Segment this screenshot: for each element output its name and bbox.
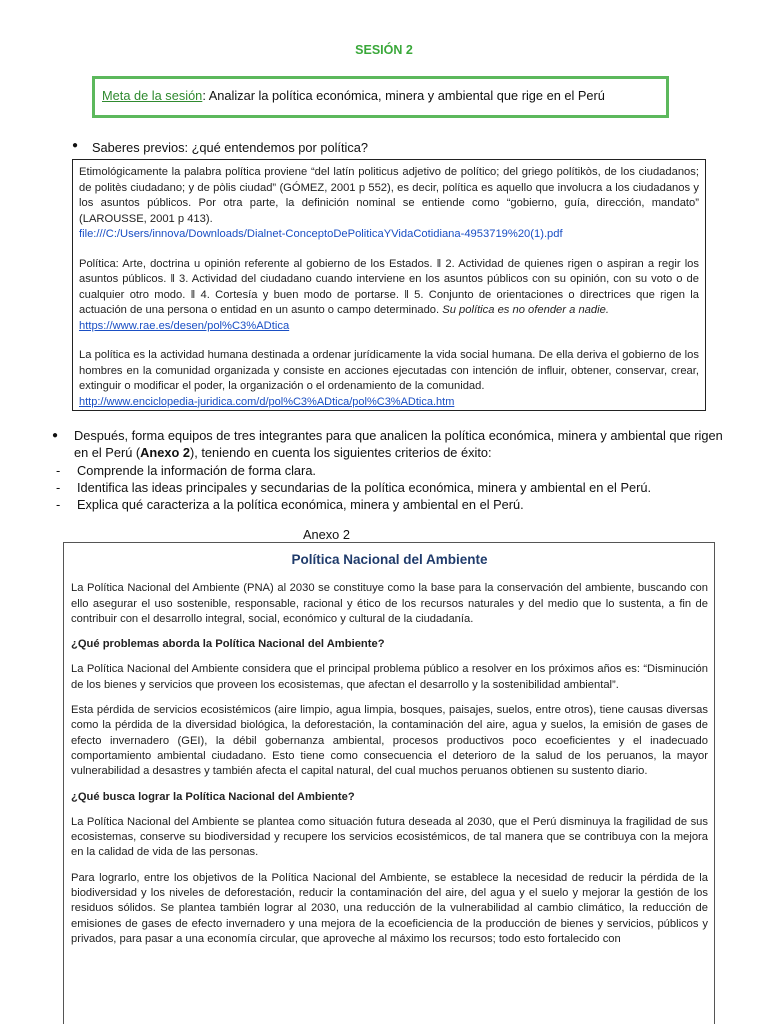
definition-rae: Política: Arte, doctrina u opinión referente al gobierno de los Estados. ‖ 2. Actividad de quienes rigen o aspiran a regir los asuntos públicos. ‖ 3. Actividad del ciudadano cuando interviene en los asuntos públicos con su opinión, con su voto o de cualquier otro modo. ‖ 4. Cortesía y buen modo de portarse. ‖ 5. Conjunto de orientaciones o directrices que rigen la actuación de una persona o entidad en un asunto o campo determinado. Su política es no ofender a nadie. xyxy=(79,257,699,316)
instructions xyxy=(52,427,727,513)
session-goal-label: Meta de la sesión xyxy=(102,88,203,103)
annex-question: ¿Qué problemas aborda la Política Nacional del Ambiente? xyxy=(71,638,385,651)
criterion-item: - Comprende la información de forma clara. xyxy=(56,463,316,478)
definition-juridica: La política es la actividad humana destinada a ordenar jurídicamente la vida social humana. De ella deriva el gobierno de los hombres en la comunidad organizada y consiste en acciones ejecutadas con intención de influir, obtener, conservar, crear, extinguir o modificar el poder, la organización o el ordenamiento de la comunidad. xyxy=(79,349,699,392)
dialnet-link[interactable]: file:///C:/Users/innova/Downloads/Dialnet-ConceptoDePoliticaYVidaCotidiana-4953719%20(1).pdf xyxy=(79,228,563,240)
annex-box xyxy=(63,542,715,1024)
annex-paragraph: Esta pérdida de servicios ecosistémicos (aire limpio, agua limpia, bosques, paisajes, suelos, entre otros), tiene causas diversas como la pérdida de la diversidad biológica, la deforestación, la contaminación del aire, agua y suelos, la emisión de gases de efecto invernadero (GEI), la débil gobernanza ambiental, procesos productivos poco ecoeficientes y el inadecuado comportamiento ambiental ciudadano. Esto tiene como consecuencia el deterioro de la salud de los peruanos, la mayor vulnerabilidad a desastres y también afecta el capital natural, del cual muchos peruanos obtienen su sustento diario. xyxy=(71,704,708,778)
session-goal-text: : Analizar la política económica, minera y ambiental que rige en el Perú xyxy=(202,88,605,103)
annex-title: Política Nacional del Ambiente xyxy=(291,552,488,567)
annex-paragraph: La Política Nacional del Ambiente considera que el principal problema público a resolver en los próximos años es: “Disminución de los bienes y servicios que proveen los ecosistemas, que afectan el desarrollo y la sostenibilidad ambiental”. xyxy=(71,663,708,691)
prior-knowledge-text: Saberes previos: ¿qué entendemos por política? xyxy=(92,140,369,155)
annex-paragraph: La Política Nacional del Ambiente se plantea como situación futura deseada al 2030, que el Perú disminuya la fragilidad de sus ecosistemas, conserve su biodiversidad y recupere los servicios ecosistémicos, de tal manera que se contribuya con la mejora en la calidad de vida de las personas. xyxy=(71,815,708,859)
session-goal-box xyxy=(92,76,669,118)
bullet-icon: ● xyxy=(72,140,79,151)
annex-reference: Anexo 2 xyxy=(140,445,190,460)
instructions-intro: ● Después, forma equipos de tres integrantes para que analicen la política económica, minera y ambiental que rigen en el Perú (Anexo 2), teniendo en cuenta los siguientes criterios de éxito: xyxy=(52,428,723,460)
annex-label: Anexo 2 xyxy=(303,527,350,542)
enciclopedia-link[interactable]: http://www.enciclopedia-juridica.com/d/pol%C3%ADtica/pol%C3%ADtica.htm xyxy=(79,395,455,408)
bullet-icon: ● xyxy=(52,430,59,441)
criterion-item: - Explica qué caracteriza a la política económica, minera y ambiental en el Perú. xyxy=(56,497,524,512)
session-title: SESIÓN 2 xyxy=(355,43,413,57)
definition-rae-example: Su política es no ofender a nadie. xyxy=(442,304,609,316)
criterion-item: - Identifica las ideas principales y secundarias de la política económica, minera y ambiental en el Perú. xyxy=(56,480,652,495)
definition-etymology: Etimológicamente la palabra política proviene “del latín politicus adjetivo de político; del griego polítikòs, de los ciudadanos; de politès ciudadano; y de pòlis ciudad” (GÓMEZ, 2001 p 552), es decir, política es aquello que involucra a los ciudadanos y los asuntos públicos. Por otra parte, la definición nominal se entiende como “gobierno, guía, dirección, mandato” (LAROUSSE, 2001 p 413). xyxy=(79,166,699,225)
rae-link[interactable]: https://www.rae.es/desen/pol%C3%ADtica xyxy=(79,319,290,332)
annex-question: ¿Qué busca lograr la Política Nacional del Ambiente? xyxy=(71,790,355,803)
annex-paragraph: La Política Nacional del Ambiente (PNA) al 2030 se constituye como la base para la conservación del ambiente, buscando con ello asegurar el uso sostenible, responsable, racional y ético de los recursos naturales y del medio que lo sustenta, a fin de contribuir con el desarrollo integral, social, económico y cultural de la ciudadanía. xyxy=(71,582,708,625)
definitions-box xyxy=(72,159,706,411)
annex-paragraph: Para lograrlo, entre los objetivos de la Política Nacional del Ambiente, se establece la necesidad de reducir la pérdida de la biodiversidad y los niveles de deforestación, reducir la contaminación del aire, del agua y el suelo y mejorar la gestión de los residuos sólidos. Se plantea también lograr al 2030, una reducción de la vulnerabilidad al cambio climático, la reducción de emisiones de gases de efecto invernadero y una mejora de la ecoeficiencia de la producción de bienes y servicios, públicos y privados, para pasar a una economía circular, que aproveche al máximo los recursos; todo esto fortalecido con xyxy=(71,871,708,945)
